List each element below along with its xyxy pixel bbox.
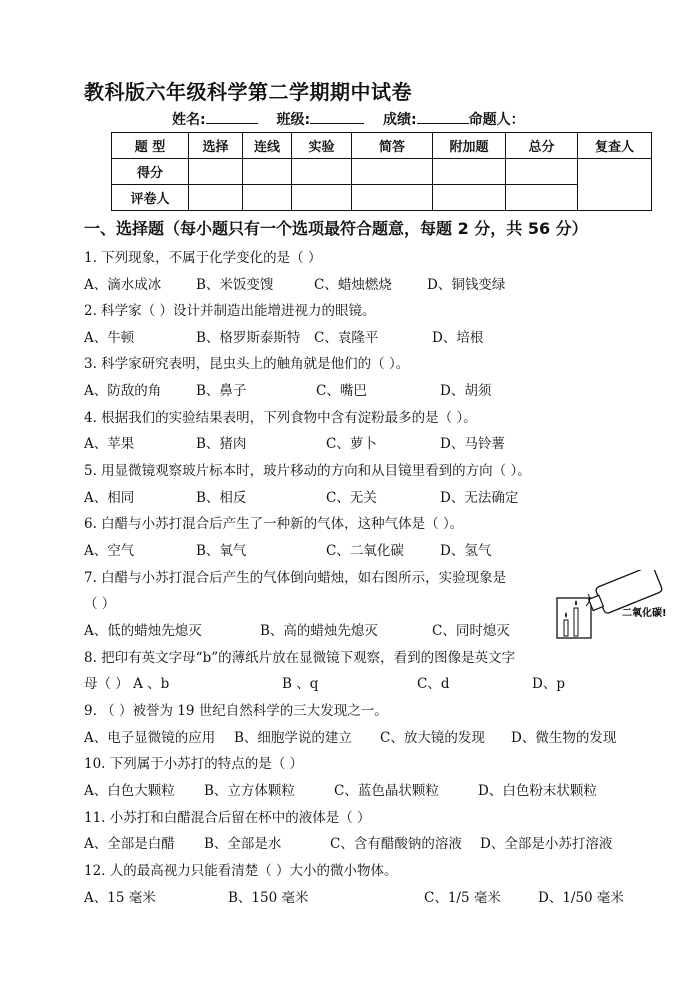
- question-2: 2. 科学家（ ）设计并制造出能增进视力的眼镜。: [84, 303, 376, 319]
- option[interactable]: B 、q: [282, 676, 319, 692]
- score-cell[interactable]: [506, 159, 578, 185]
- option[interactable]: B、米饭变馊: [196, 277, 274, 293]
- question-11: 11. 小苏打和白醋混合后留在杯中的液体是（ ）: [84, 810, 371, 826]
- option[interactable]: A、苹果: [84, 436, 135, 452]
- name-blank: [206, 111, 258, 124]
- option[interactable]: B、高的蜡烛先熄灭: [260, 623, 378, 639]
- table-header: 附加题: [433, 133, 506, 159]
- option[interactable]: A、滴水成冰: [84, 277, 162, 293]
- table-header: 总分: [506, 133, 578, 159]
- table-header: 实验: [292, 133, 352, 159]
- table-header: 题 型: [112, 133, 189, 159]
- option[interactable]: C、蓝色晶状颗粒: [334, 783, 439, 799]
- grader-cell[interactable]: [433, 185, 506, 211]
- option[interactable]: C、含有醋酸钠的溶液: [330, 836, 462, 852]
- option[interactable]: D、白色粉末状颗粒: [478, 783, 597, 799]
- option[interactable]: A、防敌的角: [84, 383, 162, 399]
- short-candle: [564, 620, 568, 636]
- option[interactable]: A、白色大颗粒: [84, 783, 175, 799]
- option[interactable]: D、氢气: [440, 543, 492, 559]
- option[interactable]: A、相同: [84, 490, 135, 506]
- grader-cell[interactable]: [506, 185, 578, 211]
- co2-candle-figure: [548, 570, 670, 640]
- grader-cell[interactable]: [292, 185, 352, 211]
- row-label-grader: 评卷人: [112, 185, 189, 211]
- option[interactable]: D、微生物的发现: [511, 730, 617, 746]
- question-1: 1. 下列现象，不属于化学变化的是（ ）: [84, 250, 322, 266]
- option[interactable]: D、无法确定: [440, 490, 519, 506]
- co2-label: 二氧化碳!: [622, 608, 667, 619]
- score-cell[interactable]: [433, 159, 506, 185]
- option[interactable]: A、电子显微镜的应用: [84, 730, 216, 746]
- row-label-score: 得分: [112, 159, 189, 185]
- option[interactable]: A、空气: [84, 543, 135, 559]
- grader-cell[interactable]: [243, 185, 292, 211]
- option[interactable]: A、15 毫米: [84, 890, 156, 906]
- class-blank: [310, 111, 364, 124]
- option[interactable]: B、猪肉: [196, 436, 247, 452]
- option[interactable]: B、150 毫米: [228, 890, 309, 906]
- question-10: 10. 下列属于小苏打的特点的是（ ）: [84, 756, 304, 772]
- question-3: 3. 科学家研究表明，昆虫头上的触角就是他们的（ ）。: [84, 356, 410, 372]
- question-7: 7. 白醋与小苏打混合后产生的气体倒向蜡烛，如右图所示，实验现象是: [84, 570, 507, 586]
- option[interactable]: B、细胞学说的建立: [234, 730, 352, 746]
- option[interactable]: C、嘴巴: [316, 383, 367, 399]
- option[interactable]: C、放大镜的发现: [380, 730, 485, 746]
- option[interactable]: D、马铃薯: [440, 436, 505, 452]
- question-8-line2: 母（ ） A 、b: [84, 676, 170, 692]
- question-12: 12. 人的最高视力只能看清楚（ ）大小的微小物体。: [84, 863, 398, 879]
- page-title: 教科版六年级科学第二学期期中试卷: [84, 80, 412, 104]
- option[interactable]: C、同时熄灭: [432, 623, 510, 639]
- option[interactable]: C、1/5 毫米: [424, 890, 501, 906]
- option[interactable]: B、格罗斯泰斯特: [196, 330, 301, 346]
- question-9: 9. （ ）被誉为 19 世纪自然科学的三大发现之一。: [84, 703, 388, 719]
- option[interactable]: B、氧气: [196, 543, 247, 559]
- table-header: 简答: [352, 133, 433, 159]
- option[interactable]: A、低的蜡烛先熄灭: [84, 623, 202, 639]
- option[interactable]: C、萝卜: [326, 436, 377, 452]
- option[interactable]: B、鼻子: [196, 383, 247, 399]
- table-header: 选择: [189, 133, 243, 159]
- class-label: 班级:: [276, 112, 311, 128]
- option[interactable]: C、二氧化碳: [326, 543, 404, 559]
- option[interactable]: C、蜡烛燃烧: [314, 277, 392, 293]
- score-blank: [417, 111, 469, 124]
- tall-candle: [574, 608, 578, 636]
- short-candle-flame: [565, 612, 567, 618]
- question-4: 4. 根据我们的实验结果表明，下列食物中含有淀粉最多的是（ ）。: [84, 410, 477, 426]
- table-header: 连线: [243, 133, 292, 159]
- score-cell[interactable]: [189, 159, 243, 185]
- tall-candle-flame: [575, 600, 577, 606]
- question-8: 8. 把印有英文字母“b”的薄纸片放在显微镜下观察，看到的图像是英文字: [84, 650, 516, 666]
- question-7-blank: （ ）: [84, 596, 116, 612]
- score-cell[interactable]: [352, 159, 433, 185]
- author-label: 命题人：: [468, 112, 525, 128]
- score-cell[interactable]: [243, 159, 292, 185]
- student-info-line: [172, 109, 525, 129]
- option[interactable]: D、铜钱变绿: [427, 277, 506, 293]
- score-table: [111, 132, 652, 211]
- score-label: 成绩:: [382, 112, 417, 128]
- table-header: 复查人: [578, 133, 652, 159]
- question-6: 6. 白醋与小苏打混合后产生了一种新的气体，这种气体是（ ）。: [84, 516, 464, 532]
- option[interactable]: D、p: [532, 676, 565, 692]
- option[interactable]: C、袁隆平: [314, 330, 379, 346]
- option[interactable]: C、无关: [326, 490, 377, 506]
- option[interactable]: B、全部是水: [204, 836, 282, 852]
- score-cell[interactable]: [292, 159, 352, 185]
- option[interactable]: D、1/50 毫米: [538, 890, 624, 906]
- reviewer-cell[interactable]: [578, 159, 652, 211]
- grader-cell[interactable]: [352, 185, 433, 211]
- option[interactable]: B、立方体颗粒: [204, 783, 295, 799]
- gas-flow: [586, 594, 590, 606]
- grader-cell[interactable]: [189, 185, 243, 211]
- option[interactable]: C、d: [417, 676, 450, 692]
- name-label: 姓名:: [172, 112, 206, 128]
- option[interactable]: B、相反: [196, 490, 247, 506]
- option[interactable]: D、培根: [432, 330, 484, 346]
- question-5: 5. 用显微镜观察玻片标本时，玻片移动的方向和从目镜里看到的方向（ ）。: [84, 463, 531, 479]
- option[interactable]: A、全部是白醋: [84, 836, 175, 852]
- option[interactable]: D、全部是小苏打溶液: [480, 836, 613, 852]
- option[interactable]: D、胡须: [440, 383, 492, 399]
- option[interactable]: A、牛顿: [84, 330, 135, 346]
- section-title: 一、选择题（每小题只有一个选项最符合题意，每题 2 分，共 56 分）: [84, 219, 588, 238]
